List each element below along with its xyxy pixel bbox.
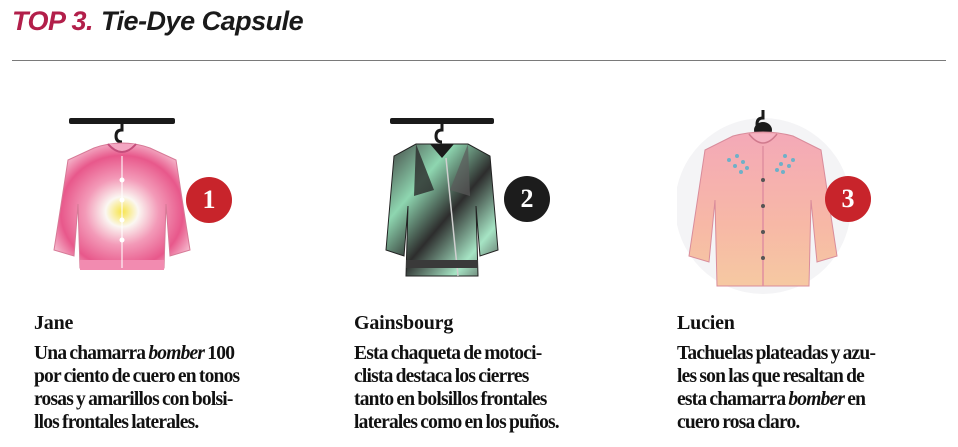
product-card-jane [34, 100, 334, 440]
product-card-lucien [677, 100, 958, 440]
rank-badge-1 [186, 177, 232, 223]
pink-tie-dye-bomber-jacket-icon [34, 100, 334, 300]
product-name: Lucien [677, 312, 735, 334]
section-number: TOP 3. [12, 6, 94, 36]
pink-studded-bomber-jacket-icon [677, 100, 958, 300]
header-divider [12, 60, 946, 61]
section-title: Tie-Dye Capsule [101, 6, 304, 36]
rank-badge-3 [825, 176, 871, 222]
product-description: Tachuelas plateadas y azu- les son las que resaltan de esta chamarra bomber en cuero rosa claro. [677, 343, 876, 433]
product-name: Jane [34, 312, 74, 334]
product-card-gainsbourg [354, 100, 654, 440]
product-description: Esta chaqueta de motoci- clista destaca los cierres tanto en bolsillos frontales laterales como en los puños. [354, 343, 559, 433]
product-description: Una chamarra bomber 100 por ciento de cuero en tonos rosas y amarillos con bolsi- llos frontales laterales. [34, 343, 240, 433]
rank-number: 2 [520, 184, 534, 213]
rank-badge-2 [504, 176, 550, 222]
product-name: Gainsbourg [354, 312, 454, 334]
section-header [12, 6, 303, 46]
rank-number: 3 [841, 184, 855, 213]
rank-number: 1 [202, 185, 216, 214]
